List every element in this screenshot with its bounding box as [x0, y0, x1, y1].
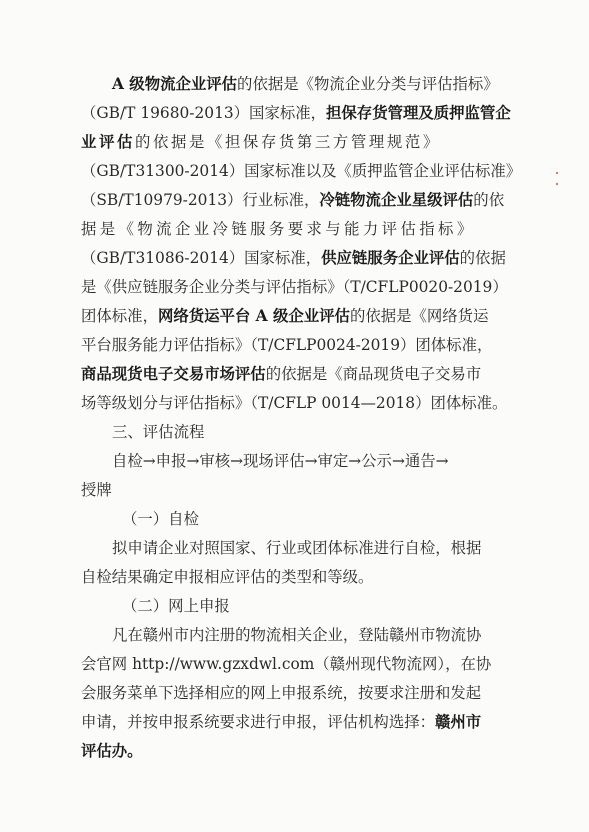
text-line: 拟申请企业对照国家、行业或团体标准进行自检，根据: [112, 539, 482, 557]
text-line: 申请，并按申报系统要求进行申报，评估机构选择：赣州市: [81, 713, 482, 731]
text-line: （SB/T10979-2013）行业标准，冷链物流企业星级评估的依: [81, 191, 505, 209]
flow-line: 自检→申报→审核→现场评估→审定→公示→通告→: [112, 452, 449, 470]
bold-term: 业评估: [81, 133, 135, 151]
text-line: 团体标准，网络货运平台 A 级企业评估的依据是《网络货运: [81, 307, 489, 325]
text-line: A 级物流企业评估的依据是《物流企业分类与评估指标》: [112, 75, 499, 93]
bold-term: 评估办。: [81, 742, 143, 760]
bold-term: 商品现货电子交易市场评估: [81, 365, 266, 383]
flow-line: 授牌: [81, 481, 112, 499]
bold-term: 供应链服务企业评估: [321, 249, 460, 267]
text-line: （GB/T31300-2014）国家标准以及《质押监管企业评估标准》: [81, 162, 522, 180]
text-line: 凡在赣州市内注册的物流相关企业，登陆赣州市物流协: [112, 626, 482, 644]
subsection-heading: （二）网上申报: [122, 597, 230, 615]
bold-term: 冷链物流企业星级评估: [319, 191, 474, 209]
bold-term: 赣州市: [435, 713, 482, 731]
text-line: 会服务菜单下选择相应的网上申报系统，按要求注册和发起: [81, 684, 482, 702]
stamp-speck: [556, 183, 558, 185]
text-line: 自检结果确定申报相应评估的类型和等级。: [81, 568, 374, 586]
subsection-heading: （一）自检: [122, 510, 199, 528]
text-line: 场等级划分与评估指标》（T/CFLP 0014—2018）团体标准。: [81, 394, 508, 412]
section-heading: 三、评估流程: [112, 423, 205, 441]
text-line: 是《供应链服务企业分类与评估指标》（T/CFLP0020-2019）: [81, 278, 508, 296]
text-line: 会官网 http://www.gzxdwl.com（赣州现代物流网），在协: [81, 655, 492, 673]
bold-term: 网络货运平台 A 级企业评估: [157, 307, 350, 325]
bold-term: 担保存货管理及质押监管企: [326, 104, 511, 122]
stamp-speck: [556, 172, 558, 174]
text-line: 商品现货电子交易市场评估的依据是《商品现货电子交易市: [81, 365, 482, 383]
text-line: 业评估的依据是《担保存货第三方管理规范》: [81, 133, 441, 151]
text-line: 平台服务能力评估指标》（T/CFLP0024-2019）团体标准，: [81, 336, 493, 354]
text-line: 据是《物流企业冷链服务要求与能力评估指标》: [81, 220, 476, 238]
text-line: （GB/T31086-2014）国家标准，供应链服务企业评估的依据: [81, 249, 506, 267]
text-line: [81, 741, 501, 761]
bold-term: A 级物流企业评估: [112, 75, 238, 93]
text-line: （GB/T 19680-2013）国家标准，担保存货管理及质押监管企: [81, 104, 511, 122]
